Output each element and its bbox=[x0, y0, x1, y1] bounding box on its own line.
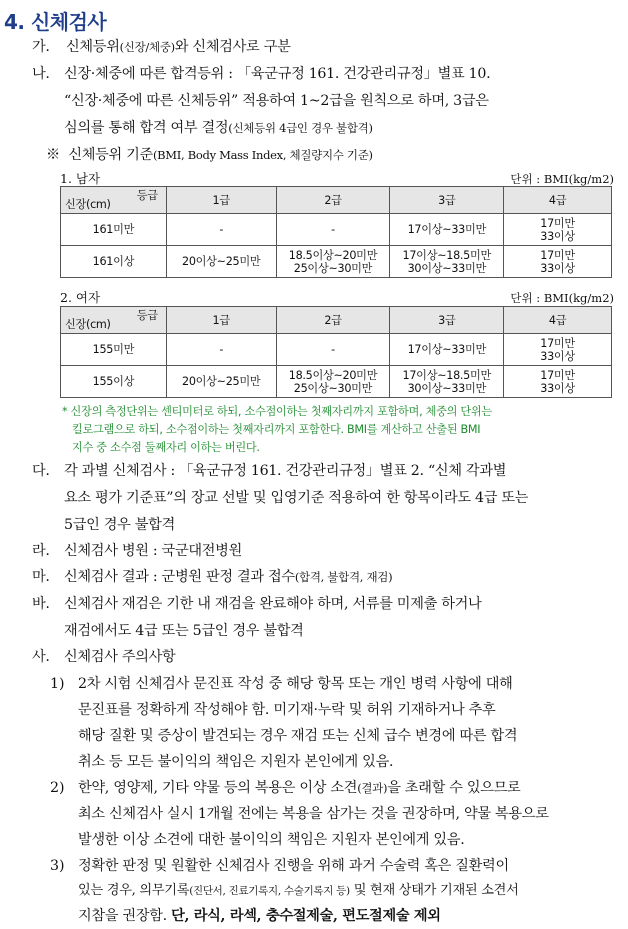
table-row: 155이상 20이상~25미만 18.5이상~20미만 25이상~30미만 17이상~18.5미만 30이상~33미만 17미만 33이상 bbox=[61, 366, 612, 398]
header-grade: 1급 bbox=[166, 187, 276, 214]
item-da-marker: 다. bbox=[32, 463, 50, 479]
caution-3-line: 있는 경우, 의무기록(진단서, 진료기록지, 수술기록지 등) 및 현재 상태가 기재된 소견서 bbox=[78, 883, 519, 898]
item-marker: 가. bbox=[32, 39, 50, 55]
item-ba-marker: 바. bbox=[32, 596, 50, 612]
male-bmi-table bbox=[60, 186, 612, 278]
item-da-line2: 요소 평가 기준표”의 장교 선발 및 입영기준 적용하여 한 항목이라도 4급 또는 bbox=[64, 490, 529, 506]
caution-3-number: 3) bbox=[50, 858, 65, 874]
male-label: 1. 남자 bbox=[60, 171, 101, 186]
section-title: 4. 신체검사 bbox=[4, 10, 107, 34]
unit-label: 단위 : BMI(kg/m2) bbox=[510, 291, 614, 305]
caution-1-number: 1) bbox=[50, 676, 65, 692]
item-ma: 마. 신체검사 결과 : 군병원 판정 결과 접수(합격, 불합격, 재검) bbox=[32, 569, 393, 585]
female-bmi-table bbox=[60, 306, 612, 398]
caution-1-line: 2차 시험 신체검사 문진표 작성 중 해당 항목 또는 개인 병력 사항에 대해 bbox=[78, 676, 513, 692]
item-ra: 라. 신체검사 병원 : 국군대전병원 bbox=[32, 543, 242, 559]
item-ga: 가. 신체등위(신장/체중)와 신체검사로 구분 bbox=[32, 34, 290, 60]
caution-2-number: 2) bbox=[50, 780, 65, 796]
header-diagonal-cell: 등급 신장(cm) bbox=[61, 187, 167, 214]
table-header-row bbox=[61, 187, 612, 214]
header-grade: 2급 bbox=[276, 187, 390, 214]
table-header-row bbox=[61, 307, 612, 334]
caution-1-line: 취소 등 모든 불이익의 책임은 지원자 본인에게 있음. bbox=[78, 754, 394, 770]
female-label: 2. 여자 bbox=[60, 290, 101, 305]
table-row: 161미만 - - 17이상~33미만 17미만 33이상 bbox=[61, 214, 612, 246]
unit-label: 단위 : BMI(kg/m2) bbox=[510, 172, 614, 186]
caution-2-line: 발생한 이상 소견에 대한 불이익의 책임은 지원자 본인에게 있음. bbox=[78, 832, 465, 848]
caution-1-line: 문진표를 정확하게 작성해야 함. 미기재·누락 및 허위 기재하거나 추후 bbox=[78, 702, 496, 718]
item-sa: 사. 신체검사 주의사항 bbox=[32, 649, 176, 665]
header-grade: 4급 bbox=[504, 307, 612, 334]
item-na-line3: 심의를 통해 합격 여부 결정(신체등위 4급인 경우 불합격) bbox=[64, 120, 373, 136]
table-row: 161이상 20이상~25미만 18.5이상~20미만 25이상~30미만 17이상~18.5미만 30이상~33미만 17미만 33이상 bbox=[61, 246, 612, 278]
note-line-2: 킬로그램으로 하되, 소수점이하는 첫째자리까지 포함한다. BMI를 계산하고 산출된 BMI bbox=[72, 423, 481, 436]
caution-2-line: 한약, 영양제, 기타 약물 등의 복용은 이상 소견(결과)을 초래할 수 있으므로 bbox=[78, 780, 521, 796]
item-ba-line1: 신체검사 재검은 기한 내 재검을 완료해야 하며, 서류를 미제출 하거나 bbox=[64, 596, 482, 612]
item-ba-line2: 재검에서도 4급 또는 5급인 경우 불합격 bbox=[64, 623, 304, 639]
note-line-1: * 신장의 측정단위는 센티미터로 하되, 소수점이하는 첫째자리까지 포함하며, 체중의 단위는 bbox=[62, 405, 492, 418]
item-da-line1: 각 과별 신체검사 : 「육군규정 161. 건강관리규정」별표 2. “신체 각과별 bbox=[64, 463, 507, 479]
caution-1-line: 해당 질환 및 증상이 발견되는 경우 재검 또는 신체 급수 변경에 따른 합격 bbox=[78, 728, 518, 744]
header-grade: 2급 bbox=[276, 307, 390, 334]
item-na-line1: 신장·체중에 따른 합격등위 : 「육군규정 161. 건강관리규정」별표 10. bbox=[64, 66, 491, 82]
caution-2-line: 최소 신체검사 실시 1개월 전에는 복용을 삼가는 것을 권장하며, 약물 복용으로 bbox=[78, 806, 549, 822]
table-row: 155미만 - - 17이상~33미만 17미만 33이상 bbox=[61, 334, 612, 366]
header-grade: 3급 bbox=[390, 187, 504, 214]
header-grade: 1급 bbox=[166, 307, 276, 334]
header-grade: 3급 bbox=[390, 307, 504, 334]
header-diagonal-cell: 등급 신장(cm) bbox=[61, 307, 167, 334]
item-na-line2: “신장·체중에 따른 신체등위” 적용하여 1~2급을 원칙으로 하며, 3급은 bbox=[64, 93, 489, 109]
header-grade: 4급 bbox=[504, 187, 612, 214]
bmi-standard: ※ 신체등위 기준(BMI, Body Mass Index, 체질량지수 기준) bbox=[46, 147, 373, 163]
note-line-3: 지수 중 소수점 둘째자리 이하는 버린다. bbox=[72, 441, 260, 454]
caution-3-line: 정확한 판정 및 원활한 신체검사 진행을 위해 과거 수술력 혹은 질환력이 bbox=[78, 858, 509, 874]
item-na-marker: 나. bbox=[32, 66, 50, 82]
item-da-line3: 5급인 경우 불합격 bbox=[64, 517, 175, 533]
caution-3-line: 지참을 권장함. 단, 라식, 라섹, 충수절제술, 편도절제술 제외 bbox=[78, 908, 441, 924]
